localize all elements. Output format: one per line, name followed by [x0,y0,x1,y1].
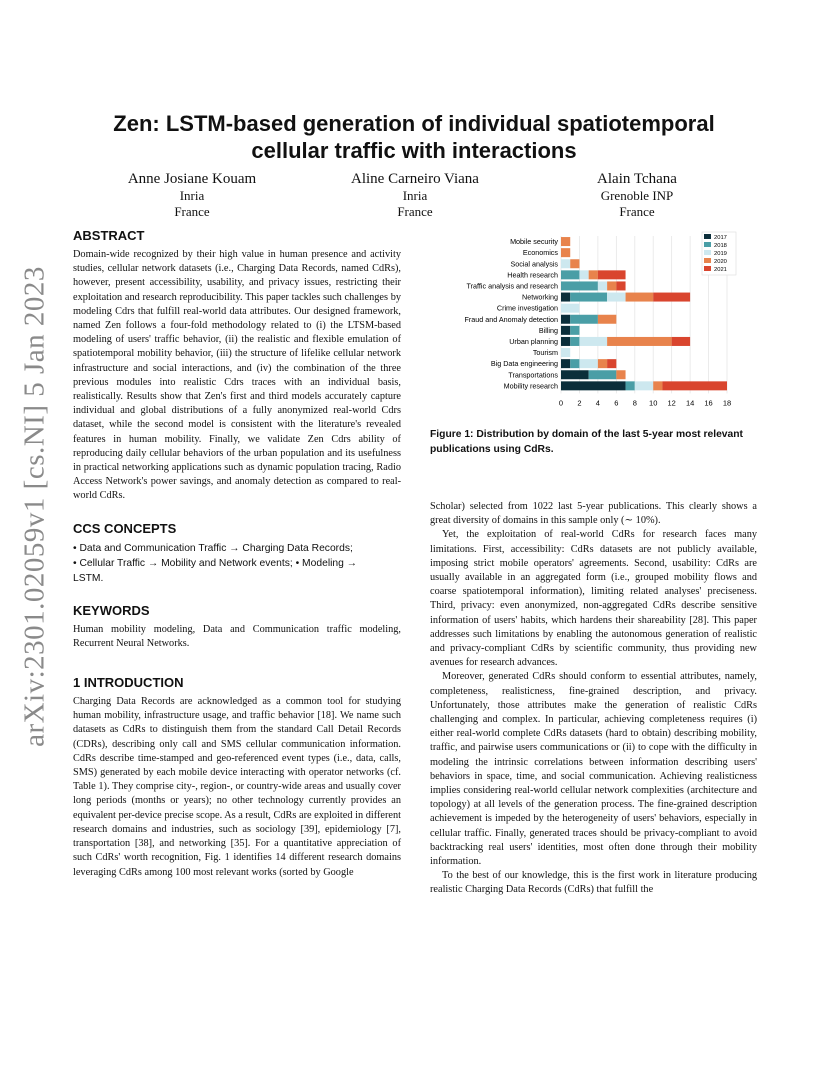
bar-segment [561,259,570,268]
bar-segment [579,359,597,368]
legend-swatch [704,234,711,239]
bar-segment [672,337,690,346]
author-name: Aline Carneiro Viana [351,171,479,187]
right-paragraph-1: Scholar) selected from 1022 last 5-year publications. This clearly shows a great diversity of domains in this sample only (∼ 10%). [430,501,757,527]
bar-segment [579,270,588,279]
bar-segment [561,293,570,302]
bar-segment [561,270,579,279]
category-label: Networking [522,292,558,302]
bar-segment [570,293,607,302]
author-block-3 [527,170,747,220]
legend-swatch [704,258,711,263]
paper-title [60,110,768,164]
bar-segment [589,270,598,279]
bar-segment [607,359,616,368]
ccs-line-2: • Cellular Traffic → Mobility and Network events; • Modeling → [73,557,357,569]
keywords-heading: KEYWORDS [73,602,150,618]
keywords-text: Human mobility modeling, Data and Communication traffic modeling, Recurrent Neural Networks. [73,623,401,649]
bar-segment [561,315,570,324]
category-label: Mobility research [503,381,558,391]
bar-segment [626,293,654,302]
category-label: Social analysis [510,259,558,269]
bar-segment [561,304,579,313]
bar-segment [589,370,617,379]
legend-swatch [704,266,711,271]
category-label: Economics [522,248,558,258]
bar-segment [598,281,607,290]
bar-segment [653,381,662,390]
bar-segment [561,359,570,368]
right-paragraph-2: Yet, the exploitation of real-world CdRs for research faces many limitations. First, accessibility: CdRs datasets are not publicly available, imposing strict mobile operators' agreements. Second, usability: CdRs are usually available in an aggregated form (i.e., grouped mobility flows and coarse spatiotemporal information), limiting related analyses' preciseness. Third, privacy: even anonymized, non-aggregated CdRs describe sensitive information of users' habits, which hardens their shareability [28]. This paper addresses such limitations by enabling the autonomous generation of realistic and privacy-compliant CdRs by scientific community, thus providing new avenues for research advances. [430,529,757,669]
bar-segment [598,270,626,279]
figure-1 [430,228,760,414]
bar-segment [561,348,570,357]
bar-segment [561,337,570,346]
legend-swatch [704,242,711,247]
category-label: Tourism [532,348,558,358]
author-name: Anne Josiane Kouam [127,171,257,187]
bar-segment [616,370,625,379]
author-affiliation: Inria [179,188,205,203]
author-name: Alain Tchana [597,171,677,187]
bar-segment [561,237,570,246]
x-tick-label: 0 [558,398,564,408]
ccs-line-1: • Data and Communication Traffic → Charging Data Records; [73,542,353,554]
bar-segment [561,281,598,290]
left-column [73,228,401,880]
ccs-heading: CCS CONCEPTS [73,520,177,536]
title-line-2: cellular traffic with interactions [251,138,577,163]
arxiv-side-stamp: arXiv:2301.02059v1 [cs.NI] 5 Jan 2023 [18,266,51,747]
bar-segment [662,381,727,390]
category-label: Fraud and Anomaly detection [464,314,558,324]
abstract-heading: ABSTRACT [73,228,145,243]
category-label: Mobile security [510,237,558,247]
right-paragraph-4: To the best of our knowledge, this is the first work in literature producing realistic Charging Data Records (CdRs) that fulfill the [430,870,757,896]
bar-segment [607,337,672,346]
bar-segment [570,359,579,368]
x-tick-label: 6 [614,398,619,408]
right-column [430,500,757,898]
bar-segment [561,326,570,335]
legend-label: 2021 [714,267,727,273]
legend-label: 2019 [714,251,727,257]
x-tick-label: 8 [632,398,637,408]
x-tick-label: 4 [595,398,600,408]
category-label: Traffic analysis and research [466,281,558,291]
x-tick-label: 14 [685,398,695,408]
bar-segment [570,337,579,346]
bar-segment [570,326,579,335]
bar-segment [616,281,625,290]
ccs-line-3: LSTM. [73,572,104,584]
x-tick-label: 2 [577,398,582,408]
legend-label: 2020 [714,259,727,265]
bar-segment [598,359,607,368]
right-paragraph-3: Moreover, generated CdRs should conform to essential attributes, namely, completeness, realisticness, fine-grained description, and privacy. Unfortunately, those attributes make the generation of realistic CdRs challenging and complex. In particular, achieving completeness requires (i) either real-world complete CdRs datasets (hard to obtain) describing mobility, traffic, and pairwise users communications or (ii) to cope with the difficulty in modeling the intrinsic correlations between information describing users' behaviors in space, time, and social communication. Achieving realisticness implies considering real-world cellular network complexities (architecture and topology) at all levels of the generation process. The fine-grained description achievement is impeded by the heterogeneity of users' behaviors, especially in cellular traffic. Finally, generated traces should be privacy-compliant to avoid backtracking real users' identities, most often done through their mobility information. [430,671,757,868]
legend-label: 2017 [714,235,727,241]
bar-segment [626,381,635,390]
author-block-2 [305,170,525,220]
category-label: Big Data engineering [490,359,558,369]
bar-segment [579,337,607,346]
bar-segment [607,281,616,290]
x-tick-label: 10 [649,398,658,408]
author-country: France [619,204,655,219]
author-country: France [397,204,433,219]
bar-segment [570,315,598,324]
introduction-text: Charging Data Records are acknowledged as a common tool for studying human mobility, infrastructure usage, and traffic behavior [18]. We name such datasets as CdRs to distinguish them from the standard Call Detail Records (CDRs), describing only call and SMS cellular communication information. CdRs describe time-stamped and geo-referenced event types (i.e., data, calls, SMS) generated by each mobile device interacting with operator networks (cf. Table 1). They comprise city-, region-, or country-wide areas and usually cover long periods (months or years); no other technology currently provides an equivalent per-device precise scope. As a result, CdRs are exploited in different research domains and industries, such as sociology [39], epidemiology [7], transportation [38], and networking [35]. For a quantitative appreciation of such CdRs' worth recognition, Fig. 1 identifies 14 different research domains leveraging CdRs among 100 most relevant works (sorted by Google [73,696,401,878]
title-line-1: Zen: LSTM-based generation of individual spatiotemporal [113,111,715,136]
author-country: France [174,204,210,219]
figure-caption: Figure 1: Distribution by domain of the last 5-year most relevant publications using CdRs. [430,429,743,455]
ccs-concepts [73,541,401,586]
author-affiliation: Grenoble INP [600,188,674,203]
legend-label: 2018 [714,243,727,249]
bar-segment [635,381,653,390]
legend-swatch [704,250,711,255]
category-label: Crime investigation [496,303,558,313]
bar-segment [598,315,616,324]
author-affiliation: Inria [402,188,428,203]
bar-segment [561,381,626,390]
x-tick-label: 16 [704,398,713,408]
author-block-1 [82,170,302,220]
bar-segment [561,248,570,257]
category-label: Health research [507,270,558,280]
category-label: Transportations [508,370,558,380]
bar-segment [607,293,625,302]
bar-segment [570,259,579,268]
bar-chart [430,228,760,414]
category-label: Urban planning [509,336,558,346]
x-tick-label: 18 [722,398,732,408]
bar-segment [561,370,589,379]
introduction-heading: 1 INTRODUCTION [73,675,184,691]
bar-segment [653,293,690,302]
abstract-text: Domain-wide recognized by their high value in human presence and activity studies, cellular network datasets (i.e., Charging Data Records, named CdRs), however, present accessibility, usability, and privacy issues, restricting their exploitation and research reproducibility. This paper tackles such challenges by modeling Cdrs that fulfill real-world data attributes. Our designed framework, named Zen follows a four-fold methodology related to (i) the LTSM-based modeling of users' traffic behavior, (ii) the realistic and flexible emulation of spatiotemporal mobility behavior, (iii) the structure of lifelike cellular network infrastructure and social interactions, and (iv) the combination of the three previous modules into realistic Cdrs traces with an individual basis, realistically. Results show that Zen's first and third models accurately capture individual and global distributions of a fully anonymized real-world Cdrs dataset, while the second model is consistent with the literature's revealed features in human mobility. Finally, we validate Zen Cdrs ability of reproducing daily cellular behaviors of the urban population and its usefulness in practical networking applications such as dynamic population tracing, Radio Access Network's power savings, and anomaly detection as compared to real-world CdRs. [73,249,401,502]
x-tick-label: 12 [667,398,676,408]
category-label: Billing [538,325,558,335]
